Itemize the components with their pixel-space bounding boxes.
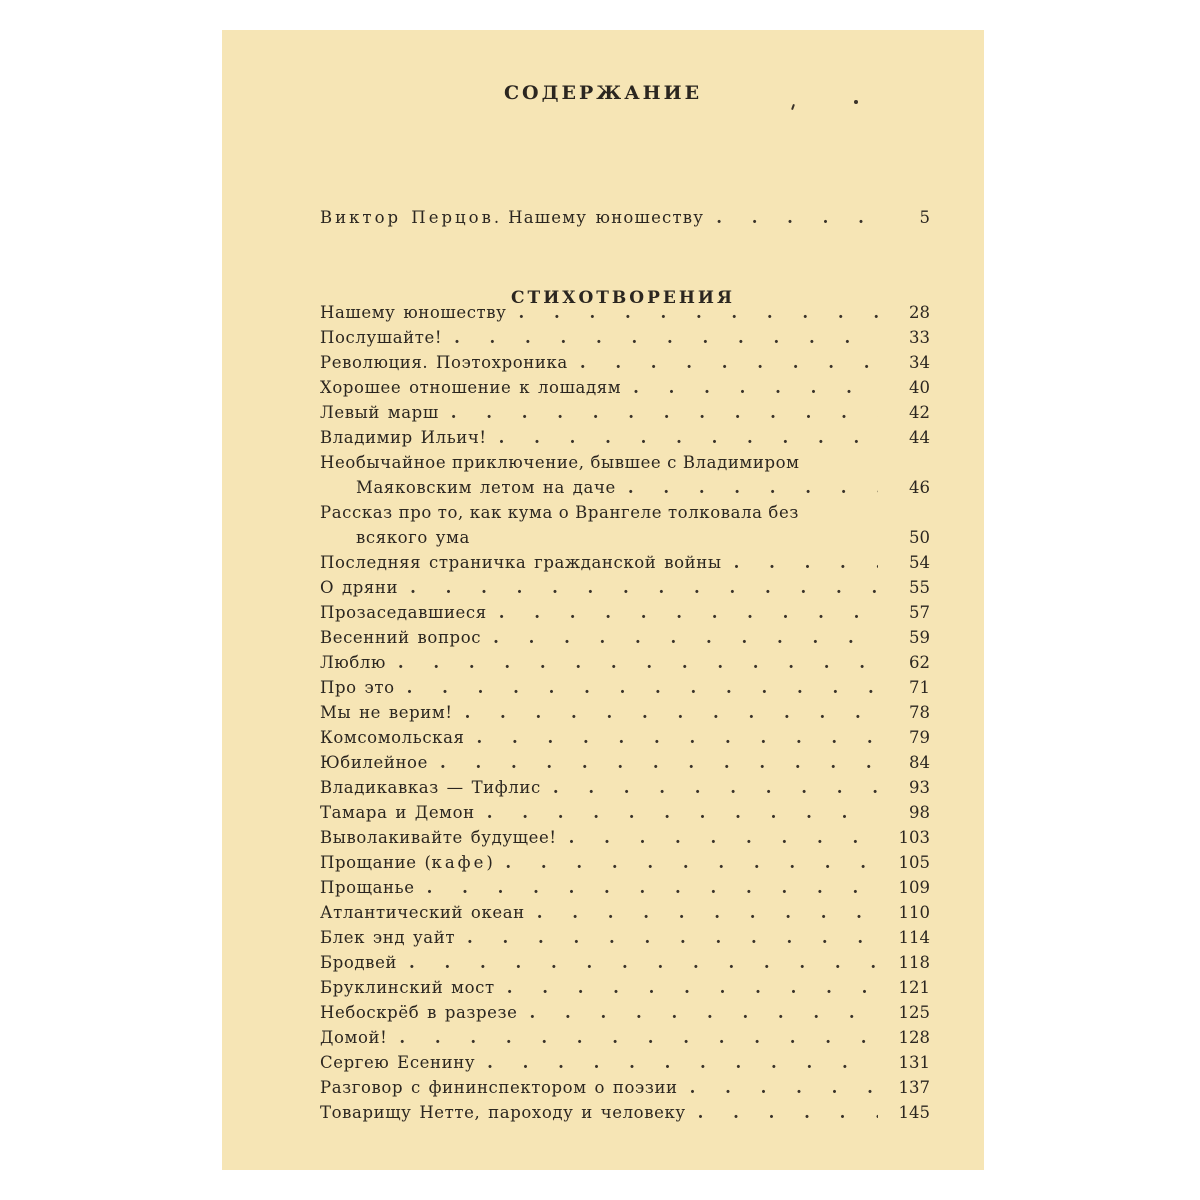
dot-leader	[477, 726, 878, 750]
toc-page-number: 57	[909, 603, 930, 622]
dot-leader	[553, 776, 878, 800]
toc-entry-title: Левый марш	[320, 403, 439, 422]
toc-entry	[320, 776, 930, 800]
print-speck	[791, 104, 795, 110]
toc-page-number: 109	[898, 878, 930, 897]
toc-entry-title: Выволакивайте будущее!	[320, 828, 557, 847]
toc-entry	[320, 826, 930, 850]
toc-page-number: 118	[898, 953, 930, 972]
toc-entry-title-spaced: кафе	[431, 853, 487, 872]
toc-entry-title: Товарищу Нетте, пароходу и человеку	[320, 1103, 686, 1122]
toc-page-number: 78	[909, 703, 930, 722]
toc-entry-title-line1: Рассказ про то, как кума о Врангеле толковала без	[320, 503, 799, 522]
toc-page-number: 121	[898, 978, 930, 997]
toc-entry	[320, 401, 930, 425]
dot-leader	[398, 651, 878, 675]
intro-author: Виктор Перцов.	[320, 208, 503, 227]
toc-entry-title: Владимир Ильич!	[320, 428, 487, 447]
toc-entry	[320, 951, 930, 975]
toc-entry	[320, 301, 930, 325]
toc-page-number: 50	[909, 528, 930, 547]
toc-entry-title-line1: Необычайное приключение, бывшее с Владимиром	[320, 453, 800, 472]
toc-entry	[320, 1101, 930, 1125]
toc-entry-title: Люблю	[320, 653, 386, 672]
toc-entry	[320, 901, 930, 925]
print-speck	[854, 100, 858, 104]
toc-entry	[320, 851, 930, 875]
toc-page-number: 93	[909, 778, 930, 797]
toc-entry-title: Про это	[320, 678, 395, 697]
book-page	[222, 30, 984, 1170]
toc-page-number: 84	[909, 753, 930, 772]
toc-entry-title: Хорошее отношение к лошадям	[320, 378, 622, 397]
dot-leader	[440, 751, 878, 775]
toc-page-number: 54	[909, 553, 930, 572]
toc-entry-title: Тамара и Демон	[320, 803, 475, 822]
section-title: СТИХОТВОРЕНИЯ	[511, 288, 735, 308]
toc-entry	[320, 351, 930, 375]
toc-entry	[320, 676, 930, 700]
dot-leader	[569, 826, 878, 850]
dot-leader	[716, 206, 878, 230]
toc-entry-title: Домой!	[320, 1028, 388, 1047]
dot-leader	[698, 1101, 878, 1125]
dot-leader	[410, 576, 878, 600]
toc-entry-title: О дряни	[320, 578, 399, 597]
toc-entry	[320, 726, 930, 750]
toc-page-number: 137	[898, 1078, 930, 1097]
toc-entry-title: Сергею Есенину	[320, 1053, 476, 1072]
toc-entry	[320, 976, 930, 1000]
dot-leader	[407, 676, 878, 700]
toc-entry-title-line2: всякого ума	[356, 528, 470, 547]
toc-page-number: 128	[898, 1028, 930, 1047]
toc-page-number: 110	[898, 903, 930, 922]
toc-entry-title: Прощанье	[320, 878, 415, 897]
dot-leader	[505, 851, 878, 875]
toc-entry-title: Бродвей	[320, 953, 398, 972]
toc-page-number: 79	[909, 728, 930, 747]
dot-leader	[409, 951, 878, 975]
toc-page-number: 98	[909, 803, 930, 822]
toc-entry-title: Мы не верим!	[320, 703, 453, 722]
toc-entry	[320, 551, 930, 575]
toc-entry	[320, 1076, 930, 1100]
toc-entry	[320, 651, 930, 675]
toc-entry	[320, 801, 930, 825]
toc-entry	[320, 926, 930, 950]
dot-leader	[628, 476, 878, 500]
toc-entry	[320, 626, 930, 650]
dot-leader	[451, 401, 878, 425]
toc-entry-intro	[320, 206, 930, 230]
toc-page-number: 28	[909, 303, 930, 322]
toc-entry-title	[320, 206, 704, 230]
toc-page-number: 40	[909, 378, 930, 397]
dot-leader	[465, 701, 878, 725]
toc-entry	[320, 376, 930, 400]
dot-leader	[690, 1076, 878, 1100]
dot-leader	[507, 976, 878, 1000]
toc-entry-title: Небоскрёб в разрезе	[320, 1003, 518, 1022]
dot-leader	[530, 1001, 878, 1025]
toc-entry-title: Владикавказ — Тифлис	[320, 778, 541, 797]
toc-entry-title: Прозаседавшиеся	[320, 603, 487, 622]
toc-page-number: 59	[909, 628, 930, 647]
toc-entry-title: Комсомольская	[320, 728, 465, 747]
toc-entry-title: Весенний вопрос	[320, 628, 482, 647]
dot-leader	[519, 301, 879, 325]
toc-page-number: 103	[898, 828, 930, 847]
toc-entry-title-end: )	[486, 853, 494, 872]
toc-page-number: 62	[909, 653, 930, 672]
toc-entry	[320, 1001, 930, 1025]
toc-entry-title: Нашему юношеству	[320, 303, 507, 322]
dot-leader	[427, 876, 878, 900]
dot-leader	[493, 626, 878, 650]
toc-entry	[320, 876, 930, 900]
toc-page-number: 55	[909, 578, 930, 597]
toc-entry	[320, 576, 930, 600]
toc-entry-title: Послушайте!	[320, 328, 443, 347]
dot-leader	[580, 351, 878, 375]
toc-entry	[320, 601, 930, 625]
toc-page-number: 33	[909, 328, 930, 347]
toc-entry	[320, 1026, 930, 1050]
toc-entry-title: Юбилейное	[320, 753, 428, 772]
dot-leader	[537, 901, 878, 925]
toc-entry-title-line2: Маяковским летом на даче	[356, 478, 616, 497]
dot-leader	[467, 926, 878, 950]
dot-leader	[633, 376, 878, 400]
toc-entry	[320, 426, 930, 450]
toc-entry	[320, 326, 930, 350]
toc-entry	[320, 1051, 930, 1075]
toc-page-number: 46	[909, 478, 930, 497]
toc-page-number: 131	[898, 1053, 930, 1072]
toc-page-number: 44	[909, 428, 930, 447]
page-title: СОДЕРЖАНИЕ	[503, 82, 703, 104]
dot-leader	[734, 551, 878, 575]
toc-entry-title: Атлантический океан	[320, 903, 525, 922]
toc-page-number: 34	[909, 353, 930, 372]
toc-entry-title: Бруклинский мост	[320, 978, 495, 997]
toc-page-number: 71	[909, 678, 930, 697]
toc-entry-title: Революция. Поэтохроника	[320, 353, 568, 372]
toc-page-number: 114	[898, 928, 930, 947]
toc-page-number: 145	[898, 1103, 930, 1122]
dot-leader	[454, 326, 878, 350]
dot-leader	[487, 801, 878, 825]
dot-leader	[499, 426, 878, 450]
toc-page-number: 125	[898, 1003, 930, 1022]
toc-entry-title: Блек энд уайт	[320, 928, 456, 947]
toc-entry	[356, 476, 930, 500]
dot-leader	[499, 601, 878, 625]
toc-entry-title: Разговор с фининспектором о поэзии	[320, 1078, 678, 1097]
dot-leader	[487, 1051, 878, 1075]
toc-entry	[320, 751, 930, 775]
toc-entry-title	[320, 851, 493, 875]
toc-entry	[320, 701, 930, 725]
toc-page-number: 5	[919, 208, 930, 227]
intro-title: Нашему юношеству	[508, 208, 705, 227]
dot-leader	[399, 1026, 878, 1050]
toc-entry	[356, 526, 930, 550]
toc-page-number: 105	[898, 853, 930, 872]
toc-entry-title: Последняя страничка гражданской войны	[320, 553, 722, 572]
toc-page-number: 42	[909, 403, 930, 422]
toc-entry-title-main: Прощание (	[320, 853, 432, 872]
